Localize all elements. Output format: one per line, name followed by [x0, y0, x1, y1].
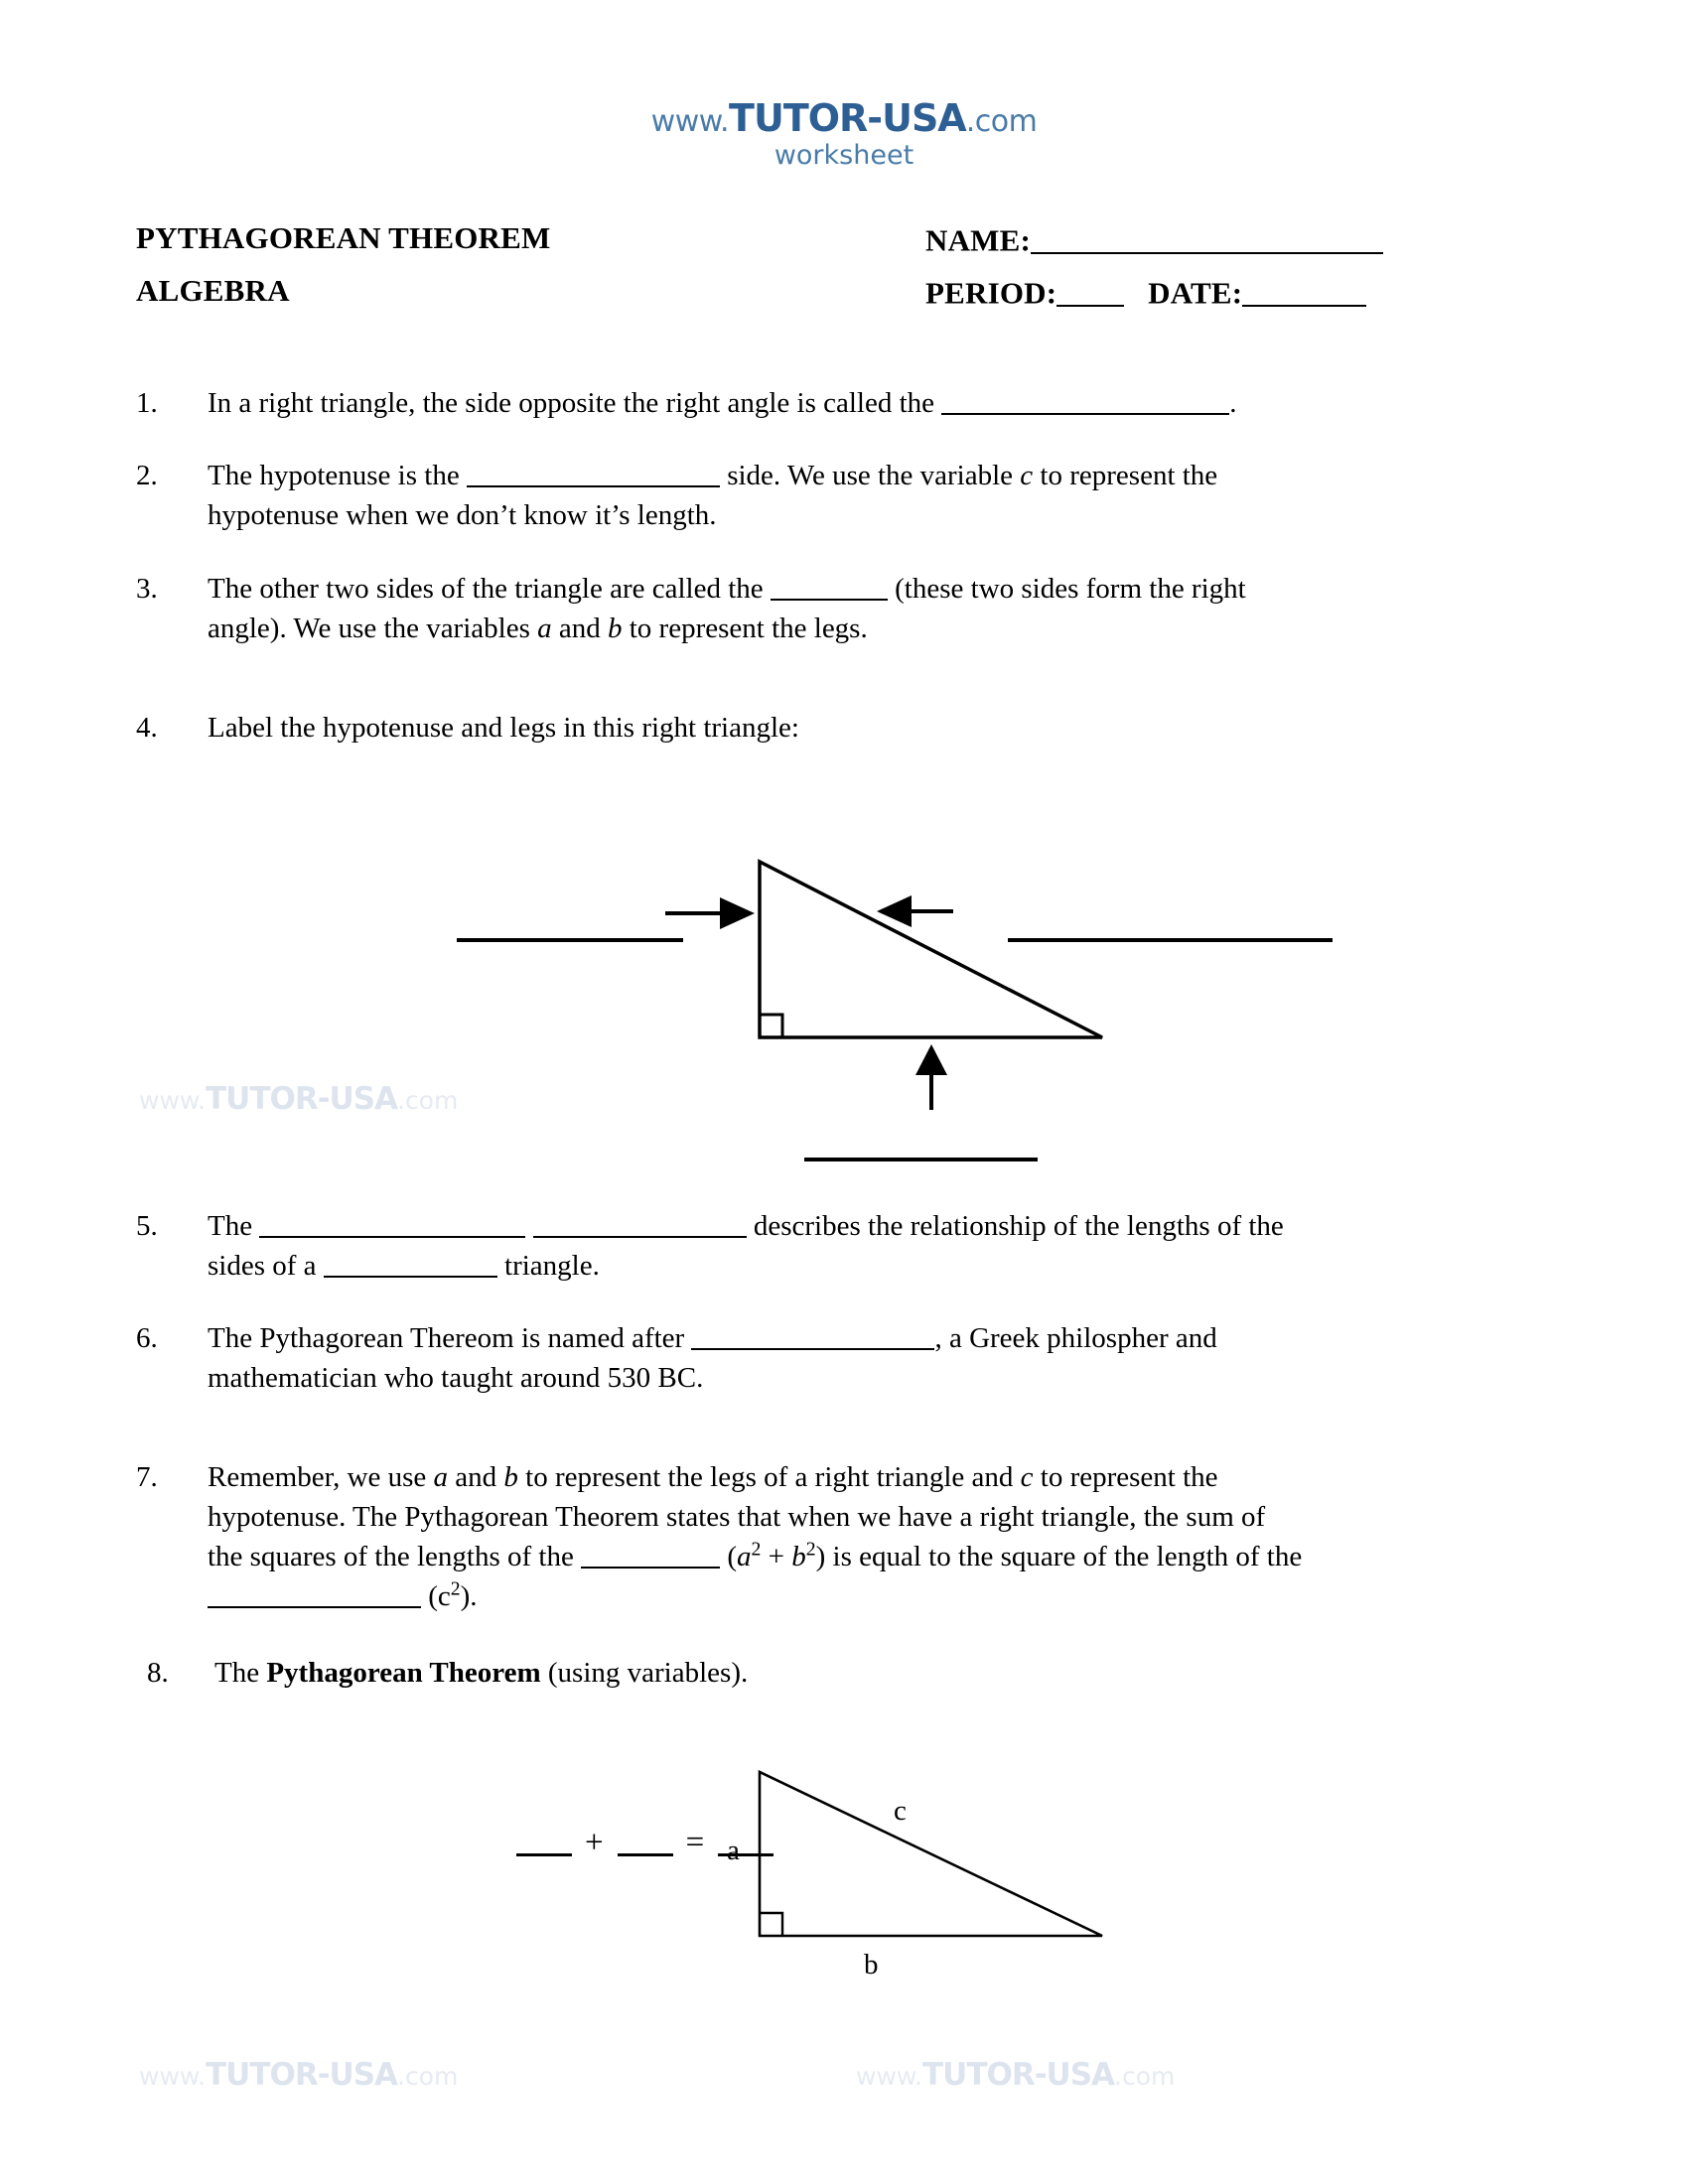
triangle-label-b: b	[864, 1949, 879, 1980]
q2-text-a: The hypotenuse is the	[208, 460, 460, 491]
q2-answer-blank[interactable]	[467, 456, 720, 487]
q1-text-before: In a right triangle, the side opposite the right angle is called the	[208, 387, 935, 419]
q8-text-b: (using variables).	[547, 1657, 749, 1689]
q1-answer-blank[interactable]	[941, 383, 1229, 415]
q7-expr-b-exponent: 2	[805, 1538, 816, 1561]
header-spacer	[1124, 276, 1148, 311]
q7-expr-a: a	[737, 1541, 752, 1572]
question-3	[136, 569, 1556, 648]
q6-text-b: , a Greek philospher and	[934, 1322, 1217, 1354]
arrow-to-bottom-leg-icon	[915, 1044, 947, 1110]
triangle-diagram-1-svg	[417, 834, 1370, 1191]
q7-expr2-exponent: 2	[450, 1577, 461, 1600]
period-date-field-row	[925, 273, 1366, 312]
q7-text-e: the squares of the lengths of the	[208, 1541, 574, 1572]
q7-answer-blank-2[interactable]	[208, 1576, 421, 1608]
q5-answer-blank-3[interactable]	[324, 1246, 497, 1278]
q2-text-d: hypotenuse when we don’t know it’s length.	[208, 499, 717, 531]
q7-text-a: Remember, we use	[208, 1461, 427, 1493]
q5-text-d: triangle.	[504, 1250, 600, 1282]
arrow-to-left-leg-icon	[665, 897, 755, 929]
formula-plus-operator: +	[585, 1825, 605, 1861]
site-logo	[0, 96, 1688, 171]
q5-text-a: The	[208, 1210, 253, 1242]
date-input-blank[interactable]	[1242, 273, 1366, 307]
question-5-number: 5.	[136, 1210, 158, 1242]
question-6-number: 6.	[136, 1322, 158, 1354]
question-8-text	[214, 1653, 1567, 1693]
name-field-row	[925, 220, 1383, 259]
watermark-footer-left	[139, 2057, 459, 2093]
question-7-text	[208, 1457, 1566, 1616]
logo-subtitle: worksheet	[774, 140, 914, 171]
question-3-number: 3.	[136, 573, 158, 605]
question-5	[136, 1206, 1566, 1286]
q6-answer-blank[interactable]	[691, 1318, 934, 1350]
q8-emphasis: Pythagorean Theorem	[266, 1657, 541, 1689]
q3-variable-b: b	[608, 613, 623, 644]
question-2	[136, 456, 1556, 535]
q5-answer-blank-2[interactable]	[533, 1206, 747, 1238]
q2-text-b: side. We use the variable	[727, 460, 1014, 491]
q7-text-c: to represent the	[1040, 1461, 1218, 1493]
q7-text-f: is equal to the square of the length of the	[832, 1541, 1303, 1572]
question-6	[136, 1318, 1556, 1398]
question-1	[136, 383, 1556, 423]
q7-expression-ab	[727, 1538, 826, 1572]
watermark-fr-www: www.	[856, 2062, 922, 2091]
question-5-text	[208, 1206, 1566, 1286]
triangle-label-c: c	[894, 1795, 907, 1827]
worksheet-subject: ALGEBRA	[136, 273, 290, 308]
watermark-fr-brand: TUTOR-USA	[922, 2057, 1115, 2093]
q8-text-a: The	[214, 1657, 260, 1689]
question-4-text: Label the hypotenuse and legs in this right triangle:	[208, 712, 799, 744]
q7-expr2-close: ).	[460, 1580, 478, 1612]
watermark-fl-brand: TUTOR-USA	[206, 2057, 398, 2093]
q3-text-d: to represent the legs.	[629, 613, 868, 644]
unlabeled-right-triangle-diagram	[417, 834, 1370, 1191]
q6-text-c: mathematician who taught around 530 BC.	[208, 1362, 704, 1394]
logo-url	[0, 96, 1688, 140]
question-2-number: 2.	[136, 460, 158, 491]
labeled-right-triangle-diagram	[496, 1747, 1440, 2035]
name-label: NAME:	[925, 222, 1032, 258]
q5-text-b: describes the relationship of the lengths of the	[753, 1210, 1284, 1242]
q7-expr-plus: +	[761, 1541, 792, 1572]
arrow-to-hypotenuse-icon	[877, 895, 953, 927]
q2-variable-c: c	[1020, 460, 1034, 491]
question-7-number: 7.	[136, 1461, 158, 1493]
q7-variable-a: a	[433, 1461, 449, 1493]
question-1-number: 1.	[136, 387, 158, 419]
q7-text-b: to represent the legs of a right triangle and	[525, 1461, 1014, 1493]
right-angle-marker	[760, 1015, 782, 1037]
q7-answer-blank-1[interactable]	[581, 1537, 720, 1569]
logo-brand-text: TUTOR-USA	[729, 96, 966, 140]
triangle-label-a: a	[727, 1835, 740, 1866]
q3-text-c: angle). We use the variables	[208, 613, 530, 644]
q3-and: and	[558, 613, 601, 644]
q7-expr-a-exponent: 2	[751, 1538, 762, 1561]
q7-text-d: hypotenuse. The Pythagorean Theorem states that when we have a right triangle, the sum of	[208, 1501, 1266, 1533]
q3-text-b: (these two sides form the right	[895, 573, 1246, 605]
watermark-mid-brand: TUTOR-USA	[206, 1081, 398, 1117]
logo-www-text: www.	[650, 104, 730, 139]
logo-com-text: .com	[965, 104, 1038, 139]
labeled-triangle-shape	[760, 1772, 1102, 1936]
triangle-diagram-2-svg	[496, 1747, 1440, 2035]
watermark-fl-www: www.	[139, 2062, 206, 2091]
watermark-mid-www: www.	[139, 1086, 206, 1115]
question-8-number: 8.	[147, 1657, 169, 1689]
q7-expr2-open: (c	[428, 1580, 451, 1612]
period-label: PERIOD:	[925, 275, 1057, 311]
formula-equals-operator: =	[685, 1825, 706, 1861]
labeled-right-angle-marker	[760, 1913, 782, 1936]
question-4-number: 4.	[136, 712, 158, 744]
question-7	[136, 1457, 1566, 1616]
worksheet-title: PYTHAGOREAN THEOREM	[136, 220, 551, 255]
q5-answer-blank-1[interactable]	[259, 1206, 525, 1238]
question-1-text	[208, 383, 1556, 423]
watermark-fl-com: .com	[397, 2062, 459, 2091]
q1-text-after: .	[1229, 387, 1237, 419]
q7-expr-b: b	[791, 1541, 806, 1572]
question-6-text	[208, 1318, 1556, 1398]
q3-answer-blank[interactable]	[771, 569, 888, 601]
watermark-mid-com: .com	[397, 1086, 459, 1115]
question-3-text	[208, 569, 1556, 648]
question-8	[147, 1653, 1567, 1693]
question-4	[136, 708, 1556, 748]
right-triangle-shape	[760, 862, 1102, 1037]
q5-text-c: sides of a	[208, 1250, 317, 1282]
period-input-blank[interactable]	[1056, 273, 1124, 307]
q7-variable-b: b	[503, 1461, 518, 1493]
question-2-text	[208, 456, 1556, 535]
watermark-fr-com: .com	[1114, 2062, 1176, 2091]
q7-variable-c: c	[1020, 1461, 1034, 1493]
date-label: DATE:	[1148, 275, 1243, 311]
q6-text-a: The Pythagorean Thereom is named after	[208, 1322, 685, 1354]
q7-and: and	[455, 1461, 497, 1493]
name-input-blank[interactable]	[1031, 220, 1383, 254]
q2-text-c: to represent the	[1040, 460, 1218, 491]
q7-expression-c	[428, 1577, 478, 1612]
q7-expr-close: )	[815, 1541, 826, 1572]
q3-text-a: The other two sides of the triangle are called the	[208, 573, 764, 605]
q3-variable-a: a	[537, 613, 552, 644]
q7-expr-open: (	[727, 1541, 738, 1572]
watermark-middle	[139, 1081, 459, 1117]
watermark-footer-right	[856, 2057, 1176, 2093]
